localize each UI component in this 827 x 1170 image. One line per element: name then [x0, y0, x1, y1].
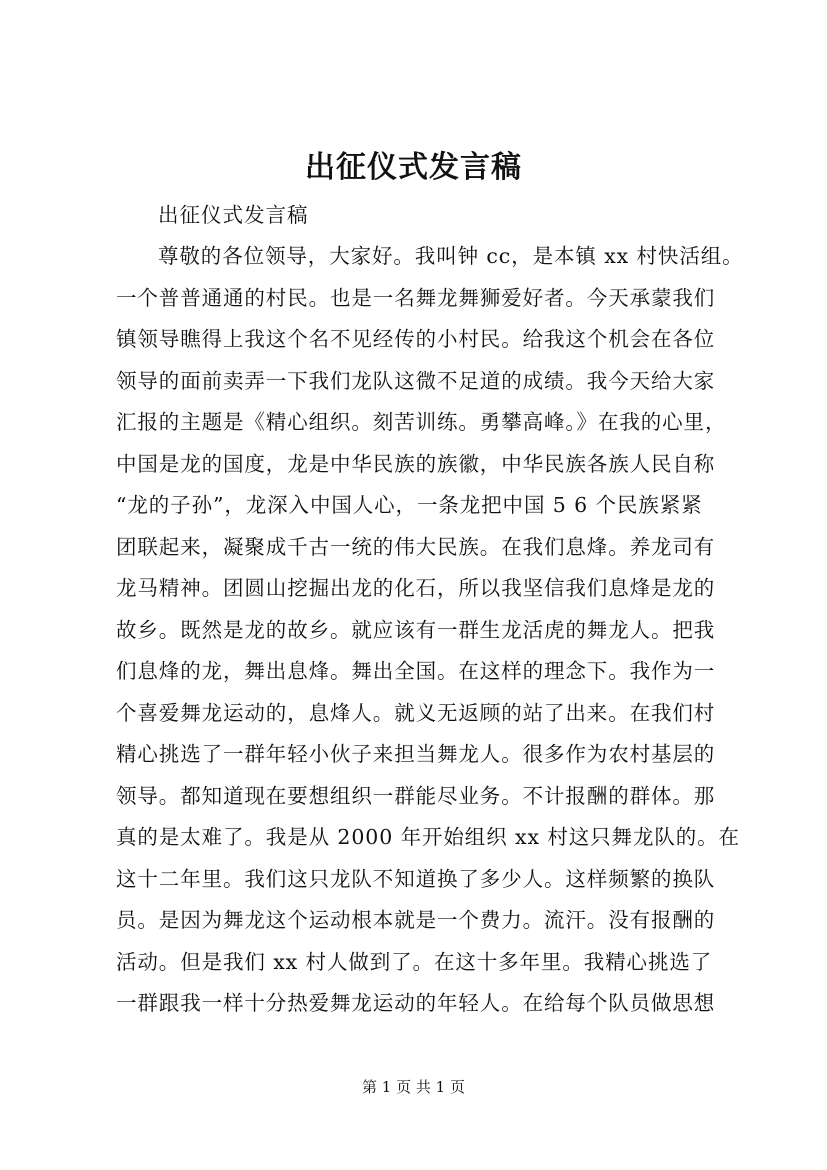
body-line: 团联起来，凝聚成千古一统的伟大民族。在我们息烽。养龙司有: [116, 535, 716, 559]
page-footer: 第 1 页 共 1 页: [362, 1078, 465, 1096]
body-line: 活动。但是我们 xx 村人做到了。在这十多年里。我精心挑选了: [116, 950, 713, 974]
body-line: 精心挑选了一群年轻小伙子来担当舞龙人。很多作为农村基层的: [116, 742, 716, 766]
body-line: 真的是太难了。我是从 2000 年开始组织 xx 村这只舞龙队的。在: [116, 825, 740, 849]
document-subtitle: 出征仪式发言稿: [158, 203, 309, 227]
body-line: 个喜爱舞龙运动的，息烽人。就义无返顾的站了出来。在我们村: [116, 701, 716, 725]
body-line: 尊敬的各位领导，大家好。我叫钟 cc，是本镇 xx 村快活组。: [158, 244, 744, 268]
body-line: 一群跟我一样十分热爱舞龙运动的年轻人。在给每个队员做思想: [116, 991, 716, 1015]
body-line: “龙的子孙”，龙深入中国人心，一条龙把中国 5 6 个民族紧紧: [116, 493, 703, 517]
body-line: 一个普普通通的村民。也是一名舞龙舞狮爱好者。今天承蒙我们: [116, 286, 716, 310]
body-line: 这十二年里。我们这只龙队不知道换了多少人。这样频繁的换队: [116, 867, 716, 891]
body-line: 们息烽的龙，舞出息烽。舞出全国。在这样的理念下。我作为一: [116, 659, 716, 683]
body-line: 龙马精神。团圆山挖掘出龙的化石，所以我坚信我们息烽是龙的: [116, 576, 716, 600]
body-line: 领导。都知道现在要想组织一群能尽业务。不计报酬的群体。那: [116, 784, 716, 808]
body-line: 镇领导瞧得上我这个名不见经传的小村民。给我这个机会在各位: [116, 327, 716, 351]
body-line: 员。是因为舞龙这个运动根本就是一个费力。流汗。没有报酬的: [116, 908, 716, 932]
document-title: 出征仪式发言稿: [305, 150, 522, 185]
body-line: 故乡。既然是龙的故乡。就应该有一群生龙活虎的舞龙人。把我: [116, 618, 716, 642]
body-line: 中国是龙的国度，龙是中华民族的族徽，中华民族各族人民自称: [116, 452, 716, 476]
body-line: 领导的面前卖弄一下我们龙队这微不足道的成绩。我今天给大家: [116, 369, 716, 393]
body-line: 汇报的主题是《精心组织。刻苦训练。勇攀高峰。》在我的心里，: [116, 410, 727, 434]
